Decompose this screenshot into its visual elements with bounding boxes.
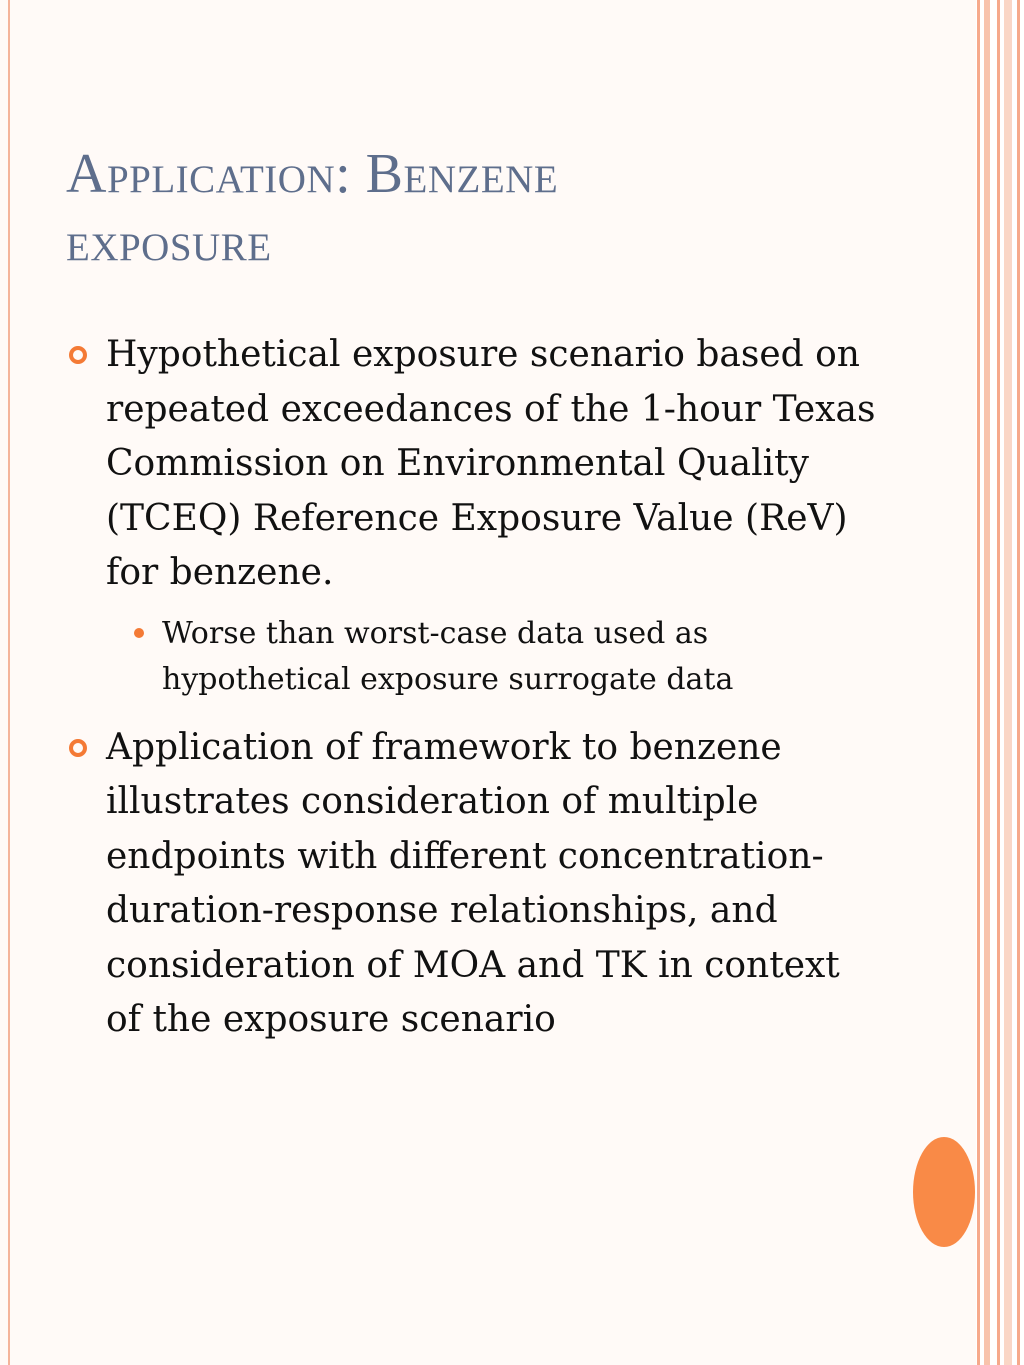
left-border-line	[8, 0, 10, 1365]
right-border-line	[1017, 0, 1020, 1365]
decorative-oval	[913, 1137, 975, 1247]
sub-bullet-item	[66, 611, 876, 703]
right-border-band	[976, 0, 1024, 1365]
sub-bullet-dot-icon	[134, 628, 144, 638]
slide-title-line2: exposure	[66, 211, 272, 273]
right-border-line	[1004, 0, 1012, 1365]
right-border-line	[997, 0, 1000, 1365]
sub-bullet-text: Worse than worst-case data used as hypothetical exposure surrogate data	[162, 615, 734, 697]
bullet-item	[66, 721, 876, 1048]
slide-title-line1: Application: Benzene	[66, 143, 559, 205]
slide-body	[66, 328, 876, 1048]
bullet-ring-icon	[69, 739, 87, 757]
bullet-text: Hypothetical exposure scenario based on repeated exceedances of the 1-hour Texas Commission on Environmental Quality (TCEQ) Reference Exposure Value (ReV) for benzene.	[106, 334, 876, 593]
bullet-item	[66, 328, 876, 601]
right-border-line	[977, 0, 980, 1365]
right-border-line	[984, 0, 990, 1365]
bullet-text: Application of framework to benzene illustrates consideration of multiple endpoints with different concentration-duration-response relationships, and consideration of MOA and TK in context of the exposure scenario	[106, 726, 840, 1040]
slide-title	[66, 140, 886, 276]
bullet-ring-icon	[69, 346, 87, 364]
